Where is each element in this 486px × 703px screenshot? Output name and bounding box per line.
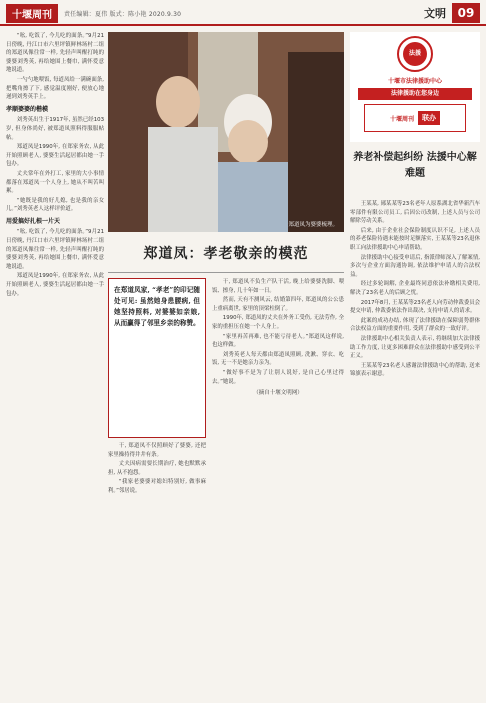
seal-icon	[397, 36, 433, 72]
slogan-ribbon: 法律援助在您身边	[358, 88, 472, 100]
paragraph: 此案的成功办结, 体现了法律援助在保障弱势群体合法权益方面的重要作用, 受到了群众的一致好评。	[350, 317, 480, 333]
co-host-right: 联办	[418, 111, 440, 125]
photo-illustration	[108, 32, 344, 232]
subheading: 孝顺婆婆的楷模	[6, 105, 49, 113]
paragraph: 干, 郑道凤不负生产队干活, 晚上给婆婆洗脚、喂饭、擦身, 几十年如一日。	[212, 279, 344, 294]
paragraph: 2017年8月, 王某某等23名老人向劳动仲裁委员会提交申请, 仲裁委依法作出裁决, 支持申请人的请求。	[350, 299, 480, 315]
subheading: 用爱搞好扎根一片天	[6, 217, 61, 225]
paragraph: 郑道凤是1990年, 在郑家务农, 从此开始照顾老人, 婆婆生活起居都由她一手包办。	[6, 144, 104, 168]
page-header	[0, 0, 486, 26]
paragraph: 丈夫常年在外打工, 家里的大小事情都落在郑道凤一个人身上, 她从不叫苦叫累。	[6, 170, 104, 195]
paragraph: 法律援助中心相关负责人表示, 将继续加大法律援助工作力度, 让更多困难群众在法律援助中感受到公平正义。	[350, 335, 480, 360]
section-name: 文明	[424, 7, 446, 20]
publication-name: 十堰周刊	[6, 4, 58, 23]
pull-quote-text: 在郑道凤家, “孝老”的印记随处可见: 虽然她身患腰病, 但她坚持照料, 对婆婆如亲娘, 从而赢得了邻里乡亲的称赞。	[114, 286, 200, 327]
paragraph: “她既是我的好儿媳, 也是我的亲女儿。”刘秀英老人这样评价道。	[6, 197, 104, 213]
org-name: 十堰市法律援助中心	[387, 78, 442, 85]
editor-meta: 责任编辑：夏伟 版式：陈小艳 2020.9.30	[64, 10, 182, 18]
paragraph: 后来, 由于企业社会保险制度认识不足, 上述人员的养老保险待遇未能按时足额落实, 王某某等23名退休职工向法律援助中心申请帮助。	[350, 227, 480, 251]
paragraph: 刘秀英出生于1917年, 虽然已经103岁, 但身体尚好, 被郑道凤照料得服服帖帖。	[6, 117, 104, 141]
paragraph: 一勺勺地喂饭, 每道凤给一满碗面条, 把嘴角擦了下, 感觉温度刚好, 便放心地递到刘秀英手上。	[6, 76, 104, 101]
header-right	[424, 3, 480, 23]
paragraph: “吆, 吃饭了, 今儿吃的面条。”9月21日傍晚, 丹江口市六里坪镇鲜林场村二组的郑道凤像往常一样, 先轻声叫醒打盹的婆婆刘秀英, 再给她围上餐巾, 满怀爱意地说道。	[6, 33, 104, 74]
byline: （摘自十堰文明网）	[253, 390, 303, 397]
page-number: 09	[452, 3, 480, 23]
sidebar-title: 养老补偿起纠纷 法援中心解难题	[353, 152, 477, 179]
paragraph: 郑道凤是1990年, 在郑家务农, 从此开始照顾老人, 婆婆生活起居都由她一手包办。	[6, 273, 104, 297]
divider	[108, 272, 344, 273]
photo-caption: 郑道凤为婆婆梳理。	[288, 222, 338, 228]
paragraph: 然而, 天有不测风云, 结婚第四年, 郑道凤的公公患上重病离世, 家里的顶梁柱倒了。	[212, 297, 344, 312]
paragraph: 王某某, 郧某某等23名老年人原系湖北省华新汽车零部件有限公司员工, 后因公司改制, 上述人员与公司解除劳动关系。	[350, 201, 480, 225]
co-host-left: 十堰周刊	[389, 115, 414, 123]
paragraph: “我家老婆婆对媳妇特别好, 做事麻利。”邻居说。	[108, 479, 206, 494]
main-article-column-3	[212, 278, 344, 694]
paragraph: 法律援助中心接受申请后, 指派律师深入了解案情, 多次与企业方面沟通协调, 依法维护申请人的合法权益。	[350, 254, 480, 278]
pull-quote	[108, 278, 206, 438]
logo-background	[350, 32, 480, 142]
header-left	[6, 4, 181, 22]
paragraph: “做好事不是为了让别人说好, 是自己心里过得去。”她说。	[212, 369, 344, 385]
legal-aid-logo-block	[350, 32, 480, 142]
article-title: 郑道凤：孝老敬亲的模范	[143, 246, 309, 262]
paragraph: 干, 郑道凤不仅照顾好了婆婆, 还把家里操持得井井有条。	[108, 443, 206, 458]
co-host-band	[364, 104, 466, 132]
paragraph: 丈夫因病需要长期治疗, 她也默默承担, 从不抱怨。	[108, 461, 206, 476]
main-article-column-2	[108, 278, 206, 694]
paragraph: “家里再苦再难, 也不能亏待老人。”郑道凤这样说, 也这样做。	[212, 333, 344, 349]
seal-text: 法援	[403, 42, 427, 66]
paragraph: 王某某等23名老人感谢法律援助中心的帮助, 送来锦旗表示谢意。	[350, 362, 480, 378]
paragraph: 经过多轮调解, 企业最终同意依法补缴相关费用, 解决了23名老人的后顾之忧。	[350, 281, 480, 296]
paragraph: “吆, 吃饭了, 今儿吃的面条。”9月21日傍晚, 丹江口市六里坪镇鲜林场村二组的郑道凤像往常一样, 先轻声叫醒打盹的婆婆刘秀英, 再给她围上餐巾, 满怀爱意地说道。	[6, 229, 104, 270]
paragraph: 1990年, 郑道凤的丈夫在外务工受伤, 无法劳作, 全家的重担压在她一个人身上。	[212, 315, 344, 330]
article-photo	[108, 32, 344, 232]
sidebar-article	[350, 200, 480, 694]
paragraph: 刘秀英老人每天都由郑道凤照顾, 洗漱、穿衣、吃饭, 无一不是她亲力亲为。	[212, 351, 344, 367]
main-article-column-1	[6, 32, 104, 694]
